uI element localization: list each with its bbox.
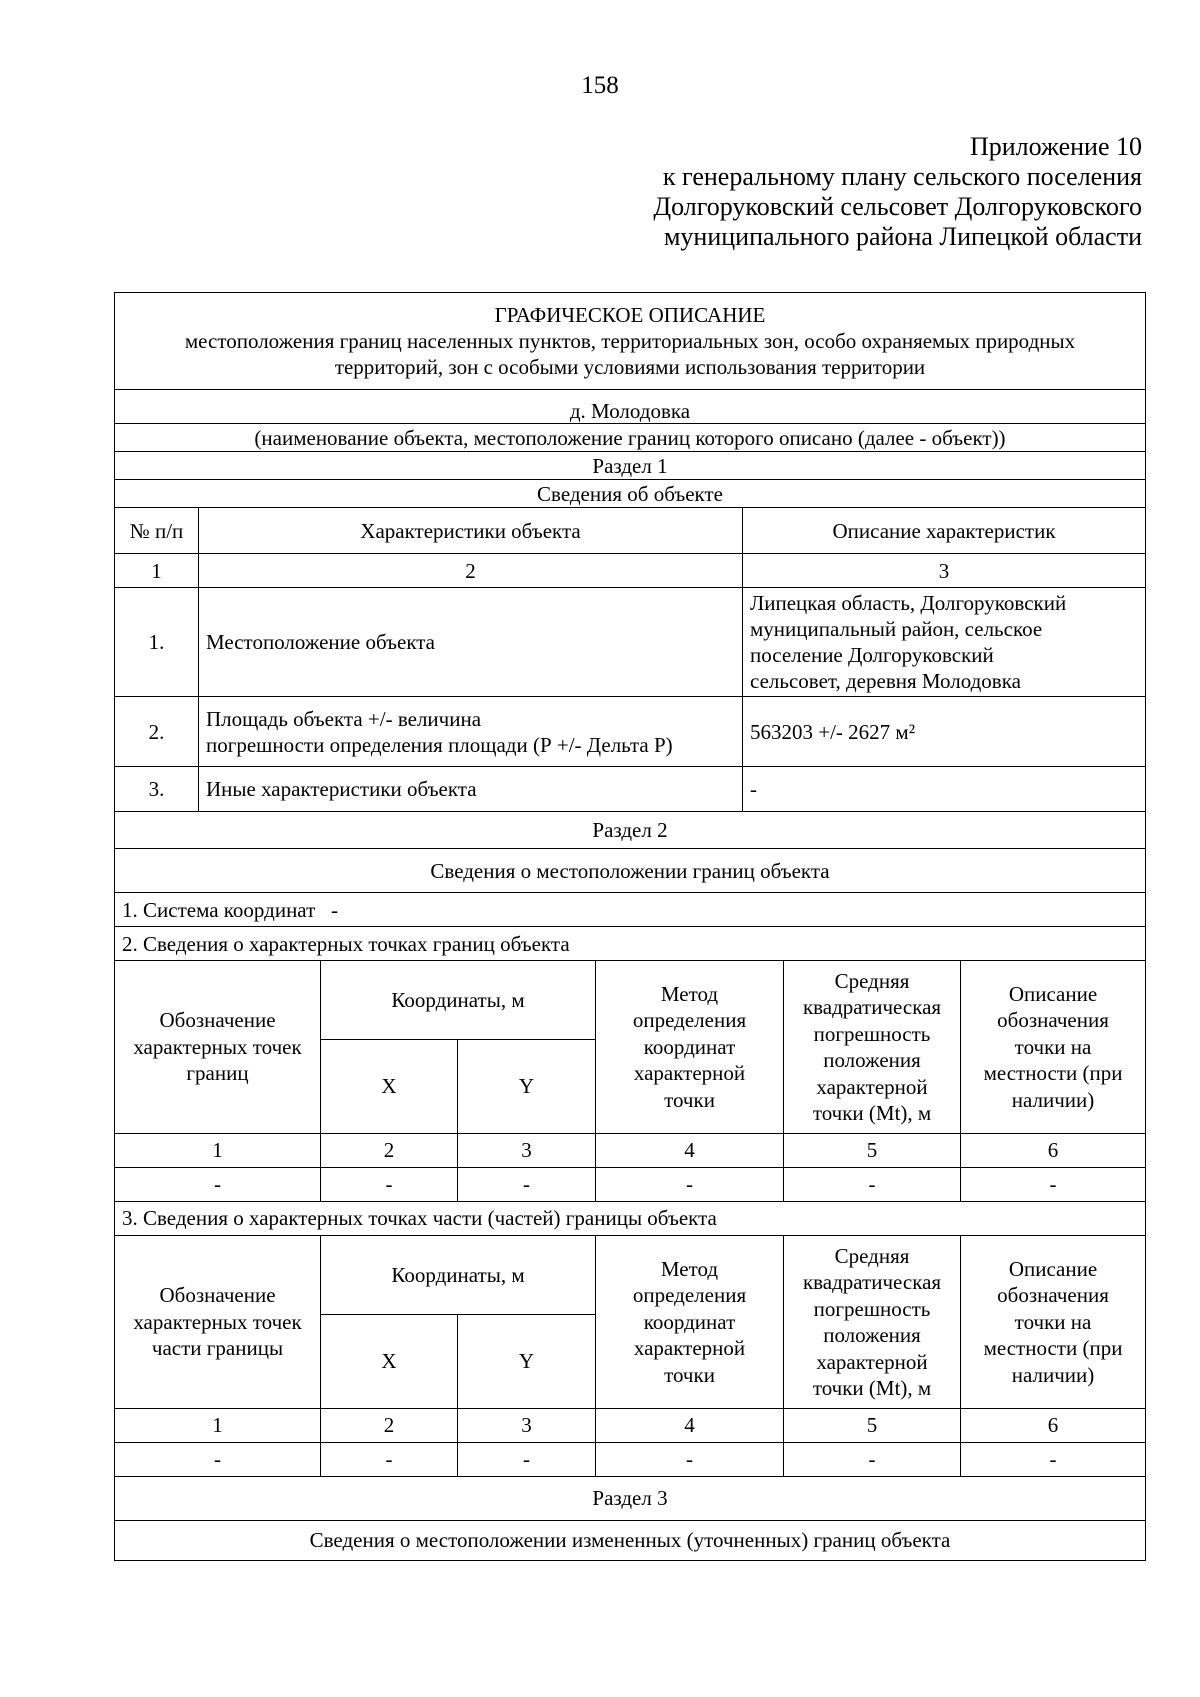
col-coordinates: Координаты, м [321,1236,596,1315]
header-line: координат [643,1309,736,1334]
annex-line: муниципального района Липецкой области [663,222,1142,251]
col-x: X [321,1040,458,1134]
header-line: определения [632,1283,747,1308]
col-x: X [321,1315,458,1409]
col-error [784,961,961,1134]
description-line: Липецкая область, Долгоруковский [750,591,1067,615]
header-line: наличии) [1011,1087,1095,1112]
col-number: 4 [596,1134,784,1168]
header-line: Метод [660,981,719,1006]
header-line: положения [823,1048,921,1072]
header-line: квадратическая [802,995,942,1019]
cell-value: - [321,1443,458,1477]
table-row [115,588,1146,697]
header-line: местности (при [983,1061,1123,1086]
col-error [784,1236,961,1409]
cell-value: - [321,1168,458,1202]
header-line: Описание [1008,1256,1098,1281]
section3-subtitle: Сведения о местоположении измененных (уточненных) границ объекта [115,1521,1146,1561]
col-point-designation [115,961,321,1134]
parts-title: 3. Сведения о характерных точках части (частей) границы объекта [115,1202,1146,1236]
page-number: 158 [581,72,619,99]
graphic-description-form [114,292,1146,1561]
cell-value: - [596,1168,784,1202]
header-line: погрешность [813,1021,931,1046]
cell-value: - [961,1443,1146,1477]
cell-value: - [596,1443,784,1477]
col-number: 5 [784,1134,961,1168]
col-number: 3 [458,1134,596,1168]
col-point-description [961,961,1146,1134]
points-table [114,960,1146,1561]
cell-value: - [115,1443,321,1477]
cell-value: - [961,1168,1146,1202]
section1-subtitle: Сведения об объекте [115,480,1146,508]
row-characteristic [199,697,743,767]
section3-title: Раздел 3 [115,1477,1146,1521]
cell-value: - [458,1168,596,1202]
col-number: 1 [115,1134,321,1168]
header-line: Описание [1008,981,1098,1006]
header-line: точки на [1014,1034,1092,1059]
row-num: 3. [115,767,199,812]
header-line: Метод [660,1256,719,1281]
col-number: 3 [743,554,1146,588]
header-line: части границы [151,1336,284,1361]
description-line: сельсовет, деревня Молодовка [750,669,1021,693]
col-method [596,1236,784,1409]
characteristic-line: погрешности определения площади (Р +/- Дельта Р) [206,732,673,757]
annex-line: Долгоруковский сельсовет Долгоруковского [653,192,1142,221]
header-line: характерных точек [133,1309,302,1334]
description-line: муниципальный район, сельское [750,617,1043,641]
table-row [115,697,1146,767]
col-coordinates: Координаты, м [321,961,596,1040]
header-line: наличии) [1011,1362,1095,1387]
col-number: 1 [115,1409,321,1443]
section2-title: Раздел 2 [115,812,1146,849]
col-y: Y [458,1040,596,1134]
col-number: 2 [321,1134,458,1168]
header-line: характерной [633,1061,746,1086]
col-method [596,961,784,1134]
col-number: 6 [961,1134,1146,1168]
col-header-characteristic: Характеристики объекта [199,508,743,554]
header-line: точки [664,1087,715,1112]
annex-line: к генеральному плану сельского поселения [662,162,1142,191]
header-line: погрешность [813,1296,931,1321]
header-line: координат [643,1034,736,1059]
col-point-description [961,1236,1146,1409]
col-part-point-designation [115,1236,321,1409]
col-header-description: Описание характеристик [743,508,1146,554]
col-number: 2 [321,1409,458,1443]
row-characteristic: Местоположение объекта [199,588,743,697]
header-line: Обозначение [159,1008,276,1033]
object-name: д. Молодовка [115,390,1146,424]
form-subtitle-line: территорий, зон с особыми условиями использования территории [334,355,926,379]
col-y: Y [458,1315,596,1409]
header-line: характерной [633,1336,746,1361]
cell-value: - [784,1443,961,1477]
header-line: точки (Mt), м [812,1101,932,1125]
col-number: 6 [961,1409,1146,1443]
col-number: 4 [596,1409,784,1443]
row-description: - [743,767,1146,812]
header-line: обозначения [997,1008,1109,1033]
section1-title: Раздел 1 [115,452,1146,480]
header-line: точки на [1014,1309,1092,1334]
header-line: точки (Mt), м [812,1376,932,1400]
form-title: ГРАФИЧЕСКОЕ ОПИСАНИЕ [494,303,766,327]
col-number: 5 [784,1409,961,1443]
row-description [743,588,1146,697]
header-line: квадратическая [802,1270,942,1294]
form-header [115,293,1146,390]
object-caption: (наименование объекта, местоположение границ которого описано (далее - объект)) [115,424,1146,452]
annex-block [653,132,1142,252]
col-number: 2 [199,554,743,588]
col-header-num: № п/п [115,508,199,554]
row-description: 563203 +/- 2627 м² [743,697,1146,767]
coordinate-system: 1. Система координат - [115,893,1146,927]
row-num: 2. [115,697,199,767]
header-line: Средняя [834,968,910,993]
cell-value: - [458,1443,596,1477]
form-subtitle-line: местоположения границ населенных пунктов, территориальных зон, особо охраняемых природных [184,329,1076,353]
annex-line: Приложение 10 [969,132,1142,161]
table-row [115,1443,1146,1477]
points-title: 2. Сведения о характерных точках границ объекта [115,927,1146,961]
section1-table [114,292,1146,961]
header-line: местности (при [983,1336,1123,1361]
col-number: 1 [115,554,199,588]
characteristic-line: Площадь объекта +/- величина [206,706,482,731]
cell-value: - [784,1168,961,1202]
table-row [115,767,1146,812]
header-line: положения [823,1323,921,1347]
header-line: характерной [816,1349,928,1374]
header-line: определения [632,1008,747,1033]
col-number: 3 [458,1409,596,1443]
header-line: характерных точек [133,1034,302,1059]
header-line: границ [186,1061,249,1086]
table-row [115,1168,1146,1202]
section2-subtitle: Сведения о местоположении границ объекта [115,849,1146,893]
row-num: 1. [115,588,199,697]
cell-value: - [115,1168,321,1202]
header-line: Обозначение [159,1283,276,1308]
header-line: характерной [816,1074,928,1099]
header-line: точки [664,1362,715,1387]
header-line: обозначения [997,1283,1109,1308]
description-line: поселение Долгоруковский [750,643,994,667]
row-characteristic: Иные характеристики объекта [199,767,743,812]
header-line: Средняя [834,1243,910,1268]
